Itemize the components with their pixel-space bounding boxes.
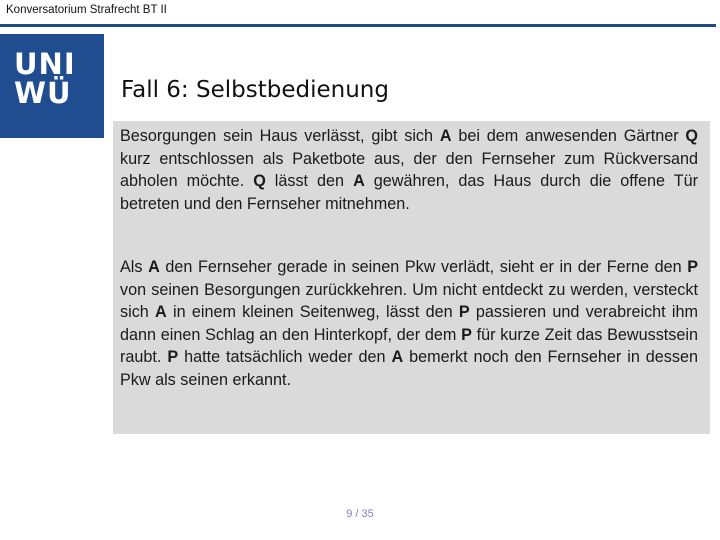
header-divider [0,24,716,27]
person-label: Q [685,127,698,145]
text-run: Als [120,258,149,276]
logo-line-2: WÜ [14,76,72,110]
text-run: hatte tatsächlich weder den [178,348,392,367]
slide-title: Fall 6: Selbstbedienung [121,77,389,103]
logo-line-1: UNI [14,47,76,81]
text-run: von seinen Besorgungen zurückkehren. Um nicht entdeckt zu werden, versteckt sich [120,280,698,322]
person-label: A [439,127,452,145]
text-run: Besorgungen sein Haus verlässt, gibt sich [120,127,440,145]
case-paragraph-1 [120,125,698,215]
person-label: P [167,348,179,367]
person-label: P [461,325,472,344]
text-run: für kurze Zeit das Bewusstsein raubt. [120,325,698,367]
person-label: A [148,258,160,276]
person-label: A [353,172,365,191]
text-run: bei dem anwesenden Gärtner [451,127,686,145]
text-run: den Fernseher gerade in seinen Pkw verlädt, sieht er in der Ferne den [159,258,688,276]
university-logo [14,47,110,110]
person-label: P [687,258,698,276]
page-number: 9 / 35 [346,508,374,520]
text-run: kurz entschlossen als Paketbote aus, der den Fernseher zum Rückversand abholen möchte. [120,149,698,191]
text-run: lässt den [265,172,354,191]
person-label: A [391,348,404,367]
text-run: in einem kleinen Seitenweg, lässt den [166,303,459,322]
text-run: gewähren, das Haus durch die offene Tür betreten und den Fernseher mitnehmen. [120,172,698,213]
text-run: passieren und verabreicht ihm dann einen Schlag an den Hinterkopf, der dem [120,303,698,344]
text-run: bemerkt noch den Fernseher in dessen Pkw als seinen erkannt. [120,348,698,389]
person-label: P [458,303,470,322]
person-label: Q [253,172,266,191]
course-title: Konversatorium Strafrecht BT II [6,4,167,16]
case-paragraph-2 [120,256,698,392]
person-label: A [155,303,167,322]
